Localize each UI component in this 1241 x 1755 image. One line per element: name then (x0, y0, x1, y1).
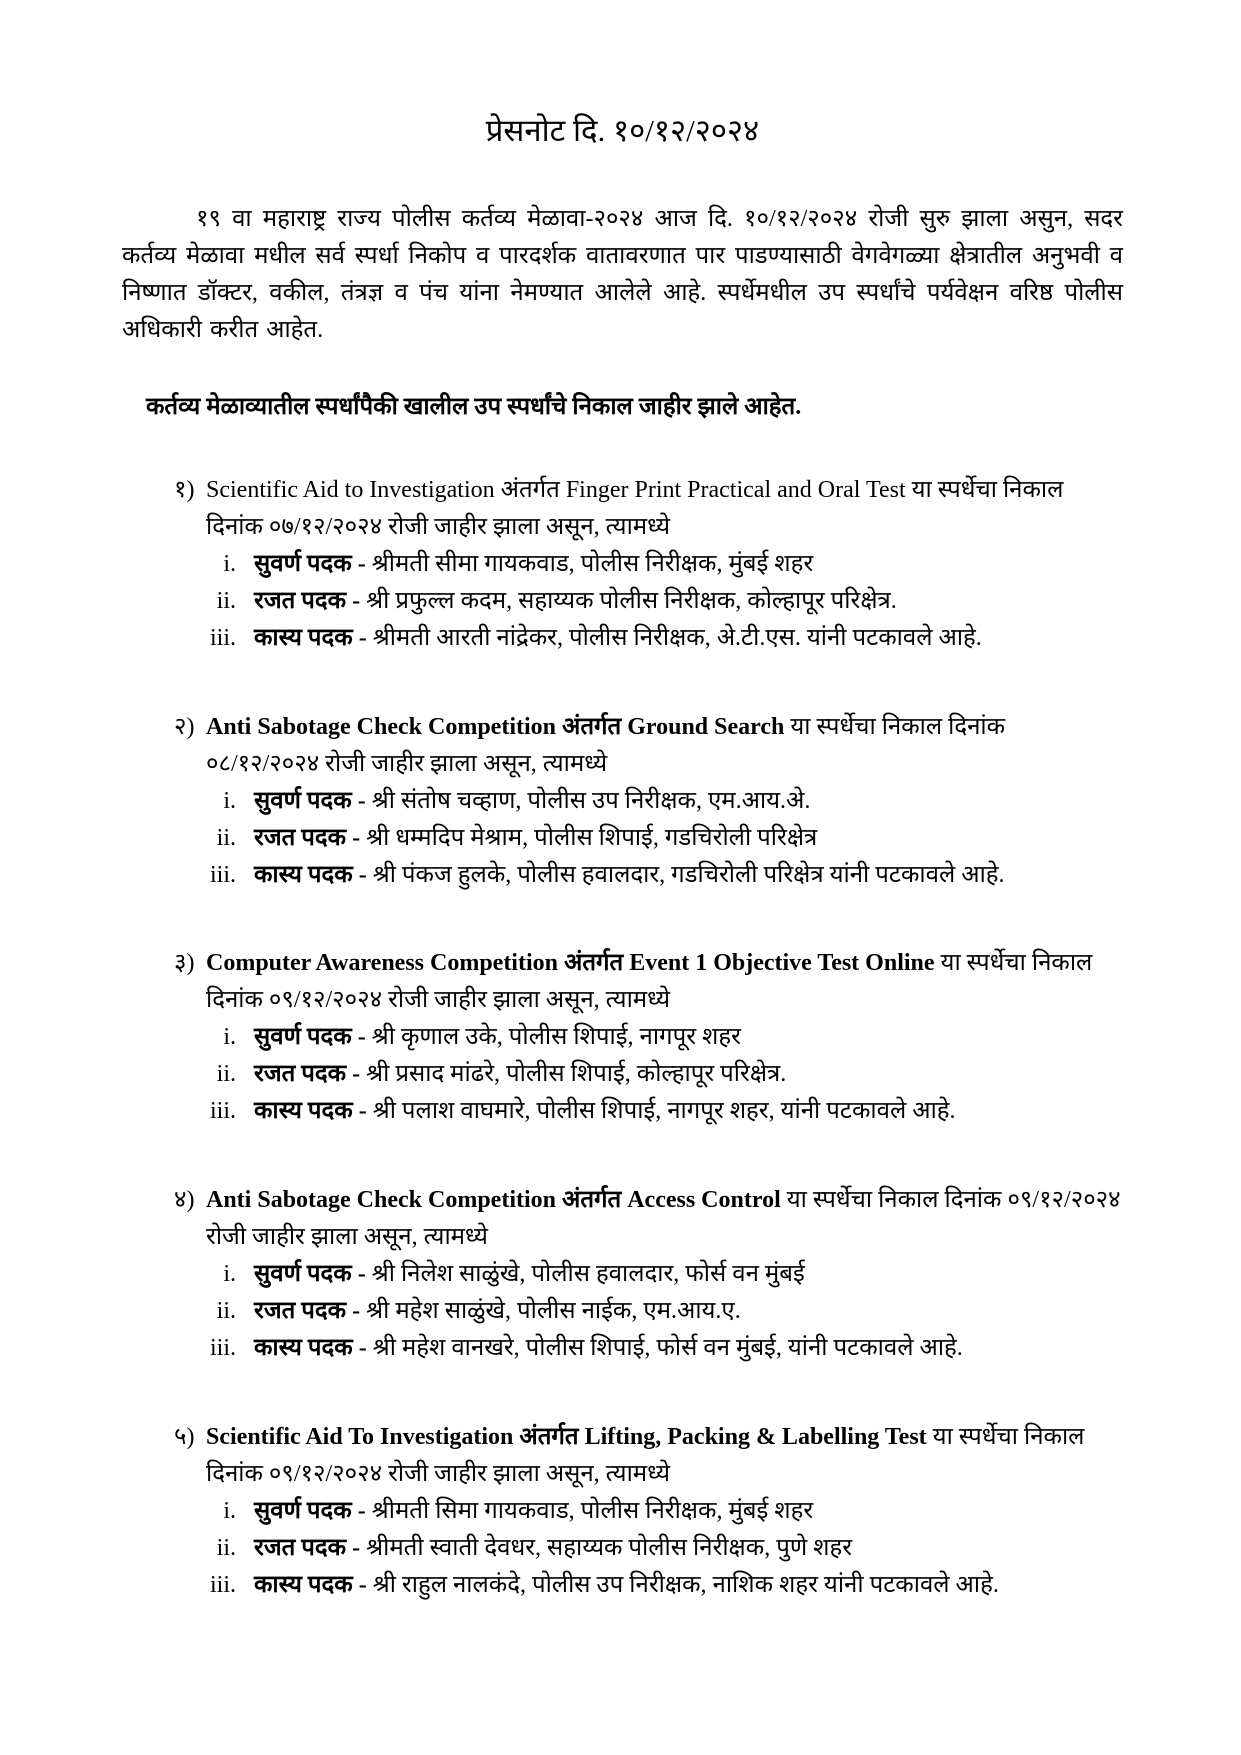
medal-label: रजत पदक - (254, 824, 361, 851)
medal-text (254, 857, 1123, 894)
medal-winner: श्री धम्मदिप मेश्राम, पोलीस शिपाई, गडचिरोली परिक्षेत्र (360, 824, 818, 851)
medal-label: रजत पदक - (254, 587, 361, 614)
medal-numeral: i. (223, 1024, 236, 1051)
section-number: १) (174, 476, 195, 503)
medal-row (192, 783, 1123, 820)
results-subheading: कर्तव्य मेळाव्यातील स्पर्धांपैकी खालील उप स्पर्धांचे निकाल जाहीर झाले आहेत. (146, 394, 802, 420)
medal-row (192, 1256, 1123, 1293)
medal-numeral: iii. (209, 861, 236, 888)
medal-text (254, 820, 1123, 857)
intro-paragraph: १९ वा महाराष्ट्र राज्य पोलीस कर्तव्य मेळावा-२०२४ आज दि. १०/१२/२०२४ रोजी सुरु झाला असुन, सदर कर्तव्य मेळावा मधील सर्व स्पर्धा निकोप व पारदर्शक वातावरणात पार पाडण्यासाठी वेगवेगळ्या क्षेत्रातील अनुभवी व निष्णात डॉक्टर, वकील, तंत्रज्ञ व पंच यांना नेमण्यात आलेले आहे. स्पर्धेमधील उप स्पर्धांचे पर्यवेक्षन वरिष्ठ पोलीस अधिकारी करीत आहेत. (122, 206, 1123, 344)
medal-winner: श्री कृणाल उके, पोलीस शिपाई, नागपूर शहर (365, 1024, 741, 1051)
medal-list (174, 1256, 1123, 1367)
medal-row (192, 1293, 1123, 1330)
section-heading (174, 1419, 1123, 1493)
medal-numeral: iii. (209, 1098, 236, 1125)
section-number: ३) (174, 950, 195, 977)
medal-text (254, 1530, 1123, 1567)
medal-winner: श्रीमती आरती नांद्रेकर, पोलीस निरीक्षक, अे.टी.एस. यांनी पटकावले आहे. (366, 624, 982, 651)
medal-text (254, 546, 1123, 583)
medal-text (254, 783, 1123, 820)
medal-row (192, 1019, 1123, 1056)
medal-label: रजत पदक - (254, 1298, 361, 1325)
medal-winner: श्री पंकज हुलके, पोलीस हवालदार, गडचिरोली परिक्षेत्र यांनी पटकावले आहे. (366, 861, 1005, 888)
medal-row (192, 820, 1123, 857)
medal-numeral: i. (223, 1261, 236, 1288)
heading-run: Scientific Aid to Investigation अंतर्गत Finger Print Practical and Oral Test (206, 476, 912, 503)
section-heading (174, 1182, 1123, 1256)
medal-label: सुवर्ण पदक - (254, 1024, 366, 1051)
section-heading-text (206, 1419, 1123, 1493)
medal-label: सुवर्ण पदक - (254, 1261, 366, 1288)
section-heading (174, 945, 1123, 1019)
heading-run: या स्पर्धेचा निकाल दिनांक ०८/१२/२०२४ रोजी जाहीर झाला असून, त्यामध्ये (206, 713, 1006, 777)
heading-run: Scientific Aid To Investigation अंतर्गत Lifting, Packing & Labelling Test (206, 1424, 927, 1451)
medal-row (192, 857, 1123, 894)
medal-winner: श्री महेश साळुंखे, पोलीस नाईक, एम.आय.ए. (360, 1298, 741, 1325)
medal-winner: श्रीमती सीमा गायकवाड, पोलीस निरीक्षक, मुंबई शहर (365, 550, 814, 577)
medal-label: सुवर्ण पदक - (254, 550, 366, 577)
medal-winner: श्रीमती सिमा गायकवाड, पोलीस निरीक्षक, मुंबई शहर (365, 1497, 814, 1524)
medal-row (192, 1493, 1123, 1530)
medal-winner: श्री पलाश वाघमारे, पोलीस शिपाई, नागपूर शहर, यांनी पटकावले आहे. (366, 1098, 956, 1125)
medal-text (254, 1493, 1123, 1530)
medal-label: कास्य पदक - (254, 1335, 367, 1362)
medal-winner: श्री संतोष चव्हाण, पोलीस उप निरीक्षक, एम.आय.अे. (365, 787, 811, 814)
medal-numeral: i. (223, 1497, 236, 1524)
heading-run: या स्पर्धेचा निकाल दिनांक ०७/१२/२०२४ रोजी जाहीर झाला असून, त्यामध्ये (206, 476, 1064, 540)
medal-text (254, 1256, 1123, 1293)
medal-label: कास्य पदक - (254, 624, 367, 651)
heading-run: Computer Awareness Competition अंतर्गत Event 1 Objective Test Online (206, 950, 935, 977)
medal-label: कास्य पदक - (254, 1098, 367, 1125)
medal-winner: श्री प्रफुल्ल कदम, सहाय्यक पोलीस निरीक्षक, कोल्हापूर परिक्षेत्र. (360, 587, 897, 614)
medal-row (192, 583, 1123, 620)
medal-numeral: iii. (209, 624, 236, 651)
medal-numeral: i. (223, 787, 236, 814)
section-heading-text (206, 945, 1123, 1019)
medal-list (174, 546, 1123, 657)
medal-text (254, 1567, 1123, 1604)
medal-label: कास्य पदक - (254, 1571, 367, 1598)
competition-section (174, 1182, 1123, 1367)
medal-numeral: iii. (209, 1571, 236, 1598)
medal-text (254, 1293, 1123, 1330)
medal-row (192, 1056, 1123, 1093)
medal-label: रजत पदक - (254, 1534, 361, 1561)
section-number: ५) (174, 1424, 195, 1451)
competition-section (174, 472, 1123, 657)
medal-row (192, 620, 1123, 657)
medal-numeral: ii. (216, 1061, 236, 1088)
heading-run: या स्पर्धेचा निकाल दिनांक ०९/१२/२०२४ रोजी जाहीर झाला असून, त्यामध्ये (206, 1424, 1085, 1487)
medal-text (254, 583, 1123, 620)
medal-list (174, 783, 1123, 894)
medal-numeral: ii. (216, 587, 236, 614)
section-heading (174, 709, 1123, 783)
medal-row (192, 1093, 1123, 1130)
medal-label: सुवर्ण पदक - (254, 1497, 366, 1524)
medal-text (254, 1056, 1123, 1093)
medal-row (192, 1530, 1123, 1567)
section-number: २) (174, 713, 195, 740)
medal-row (192, 1330, 1123, 1367)
section-heading-text (206, 709, 1123, 783)
medal-winner: श्री प्रसाद मांढरे, पोलीस शिपाई, कोल्हापूर परिक्षेत्र. (360, 1061, 787, 1088)
medal-winner: श्री निलेश साळुंखे, पोलीस हवालदार, फोर्स वन मुंबई (365, 1261, 805, 1288)
medal-numeral: ii. (216, 824, 236, 851)
medal-row (192, 546, 1123, 583)
section-heading (174, 472, 1123, 546)
medal-numeral: ii. (216, 1298, 236, 1325)
heading-run: Anti Sabotage Check Competition अंतर्गत Ground Search (206, 713, 785, 740)
section-number: ४) (174, 1187, 195, 1214)
medal-row (192, 1567, 1123, 1604)
medal-list (174, 1019, 1123, 1130)
medal-text (254, 1330, 1123, 1367)
heading-run: या स्पर्धेचा निकाल दिनांक ०९/१२/२०२४ रोजी जाहीर झाला असून, त्यामध्ये (206, 950, 1093, 1014)
competition-section (174, 945, 1123, 1130)
medal-list (174, 1493, 1123, 1604)
medal-text (254, 1093, 1123, 1130)
medal-text (254, 1019, 1123, 1056)
medal-label: सुवर्ण पदक - (254, 787, 366, 814)
medal-numeral: ii. (216, 1534, 236, 1561)
section-heading-text (206, 472, 1123, 546)
medal-winner: श्री महेश वानखरे, पोलीस शिपाई, फोर्स वन मुंबई, यांनी पटकावले आहे. (366, 1335, 963, 1362)
medal-winner: श्रीमती स्वाती देवधर, सहाय्यक पोलीस निरीक्षक, पुणे शहर (360, 1534, 853, 1561)
medal-numeral: i. (223, 550, 236, 577)
sections-list (122, 472, 1123, 1604)
medal-label: रजत पदक - (254, 1061, 361, 1088)
medal-numeral: iii. (209, 1335, 236, 1362)
page-title: प्रेसनोट दि. १०/१२/२०२४ (485, 113, 760, 148)
medal-text (254, 620, 1123, 657)
heading-run: या स्पर्धेचा निकाल दिनांक ०९/१२/२०२४ रोजी जाहीर झाला असून, त्यामध्ये (206, 1187, 1121, 1251)
section-heading-text (206, 1182, 1123, 1256)
medal-winner: श्री राहुल नालकंदे, पोलीस उप निरीक्षक, नाशिक शहर यांनी पटकावले आहे. (366, 1571, 999, 1598)
heading-run: Anti Sabotage Check Competition अंतर्गत Access Control (206, 1187, 781, 1214)
competition-section (174, 709, 1123, 894)
competition-section (174, 1419, 1123, 1604)
medal-label: कास्य पदक - (254, 861, 367, 888)
